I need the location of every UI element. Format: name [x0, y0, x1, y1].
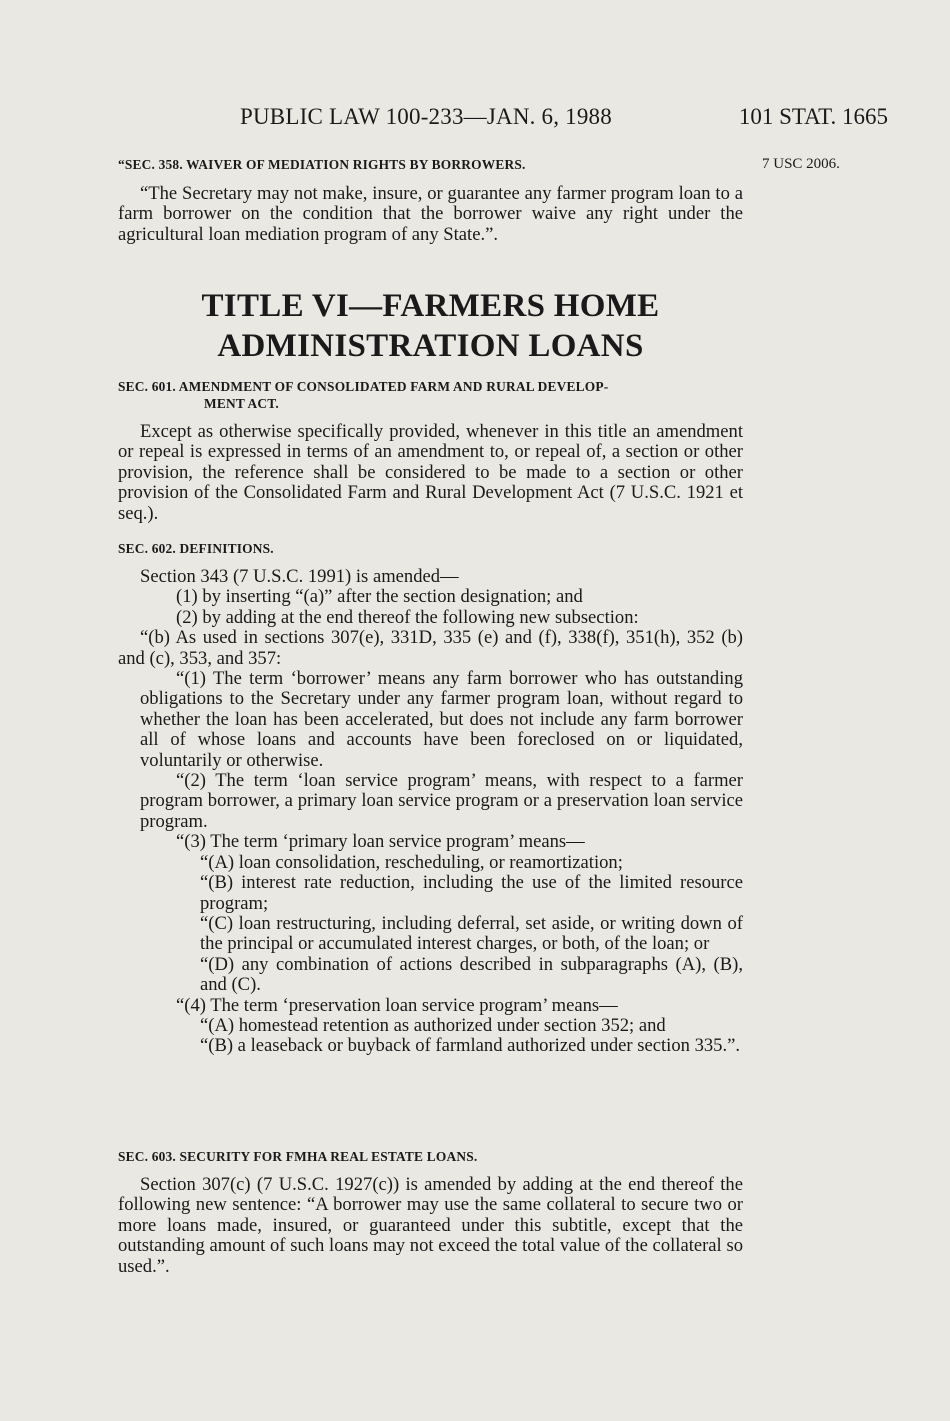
section-601-heading-line-2: MENT ACT. [204, 396, 279, 411]
section-601 [118, 378, 743, 524]
definition-1: “(1) The term ‘borrower’ means any farm borrower who has outstanding obligations to the Secretary under any farmer program loan, without regard to whether the loan has been accelerated, but does not include any farm borrower all of whose loans and accounts have been foreclosed on or liquidated, voluntarily or otherwise. [140, 668, 743, 771]
definition-2: “(2) The term ‘loan service program’ means, with respect to a farmer program borrower, a primary loan service program or a preservation loan service program. [140, 770, 743, 832]
section-603-heading: SEC. 603. SECURITY FOR FMHA REAL ESTATE LOANS. [118, 1149, 478, 1164]
definition-3a: “(A) loan consolidation, rescheduling, or reamortization; [200, 851, 623, 873]
definition-4b: “(B) a leaseback or buyback of farmland authorized under section 335.”. [200, 1035, 741, 1057]
section-602-intro: Section 343 (7 U.S.C. 1991) is amended— [140, 566, 459, 587]
definition-4a: “(A) homestead retention as authorized under section 352; and [200, 1014, 666, 1036]
section-358 [118, 156, 743, 245]
title-line-1: TITLE VI—FARMERS HOME [201, 288, 660, 324]
definition-4: “(4) The term ‘preservation loan service program’ means— [176, 994, 618, 1016]
title-line-2: ADMINISTRATION LOANS [217, 328, 644, 364]
running-head: PUBLIC LAW 100-233—JAN. 6, 1988 [240, 104, 612, 129]
section-602-item-1: (1) by inserting “(a)” after the section designation; and [176, 586, 583, 608]
subsection-b: “(b) As used in sections 307(e), 331D, 335 (e) and (f), 338(f), 351(h), 352 (b) and (c), 353, and 357: [118, 627, 743, 669]
section-358-heading: “SEC. 358. WAIVER OF MEDIATION RIGHTS BY BORROWERS. [118, 157, 526, 172]
section-602-heading: SEC. 602. DEFINITIONS. [118, 541, 274, 556]
definition-3b: “(B) interest rate reduction, including the use of the limited resource program; [200, 872, 743, 914]
section-601-heading [118, 378, 743, 412]
definition-3: “(3) The term ‘primary loan service program’ means— [176, 831, 585, 853]
stat-reference: 101 STAT. 1665 [738, 104, 888, 129]
section-603-text: Section 307(c) (7 U.S.C. 1927(c)) is amended by adding at the end thereof the following new sentence: “A borrower may use the same collateral to secure two or more loans made, insured, or guaranteed under this subtitle, except that the outstanding amount of such loans may not exceed the total value of the collateral so used.”. [118, 1174, 743, 1277]
section-602 [118, 540, 743, 1057]
section-358-text: “The Secretary may not make, insure, or guarantee any farmer program loan to a farm borrower on the condition that the borrower waive any right under the agricultural loan mediation program of any State.”. [118, 183, 743, 245]
section-602-item-2: (2) by adding at the end thereof the following new subsection: [176, 606, 639, 628]
title-block [118, 286, 743, 366]
margin-citation: 7 USC 2006. [762, 156, 840, 172]
section-601-text: Except as otherwise specifically provided, whenever in this title an amendment or repeal is expressed in terms of an amendment to, or repeal of, a section or other provision, the reference shall be considered to be made to a section or other provision of the Consolidated Farm and Rural Development Act (7 U.S.C. 1921 et seq.). [118, 421, 743, 524]
section-603 [118, 1148, 743, 1277]
page-header [118, 104, 888, 138]
definition-3d: “(D) any combination of actions described in subparagraphs (A), (B), and (C). [200, 953, 743, 996]
definition-3c: “(C) loan restructuring, including deferral, set aside, or writing down of the principal or accumulated interest charges, or both, of the loan; or [200, 912, 743, 955]
section-601-heading-line-1: SEC. 601. AMENDMENT OF CONSOLIDATED FARM AND RURAL DEVELOP- [118, 379, 609, 394]
